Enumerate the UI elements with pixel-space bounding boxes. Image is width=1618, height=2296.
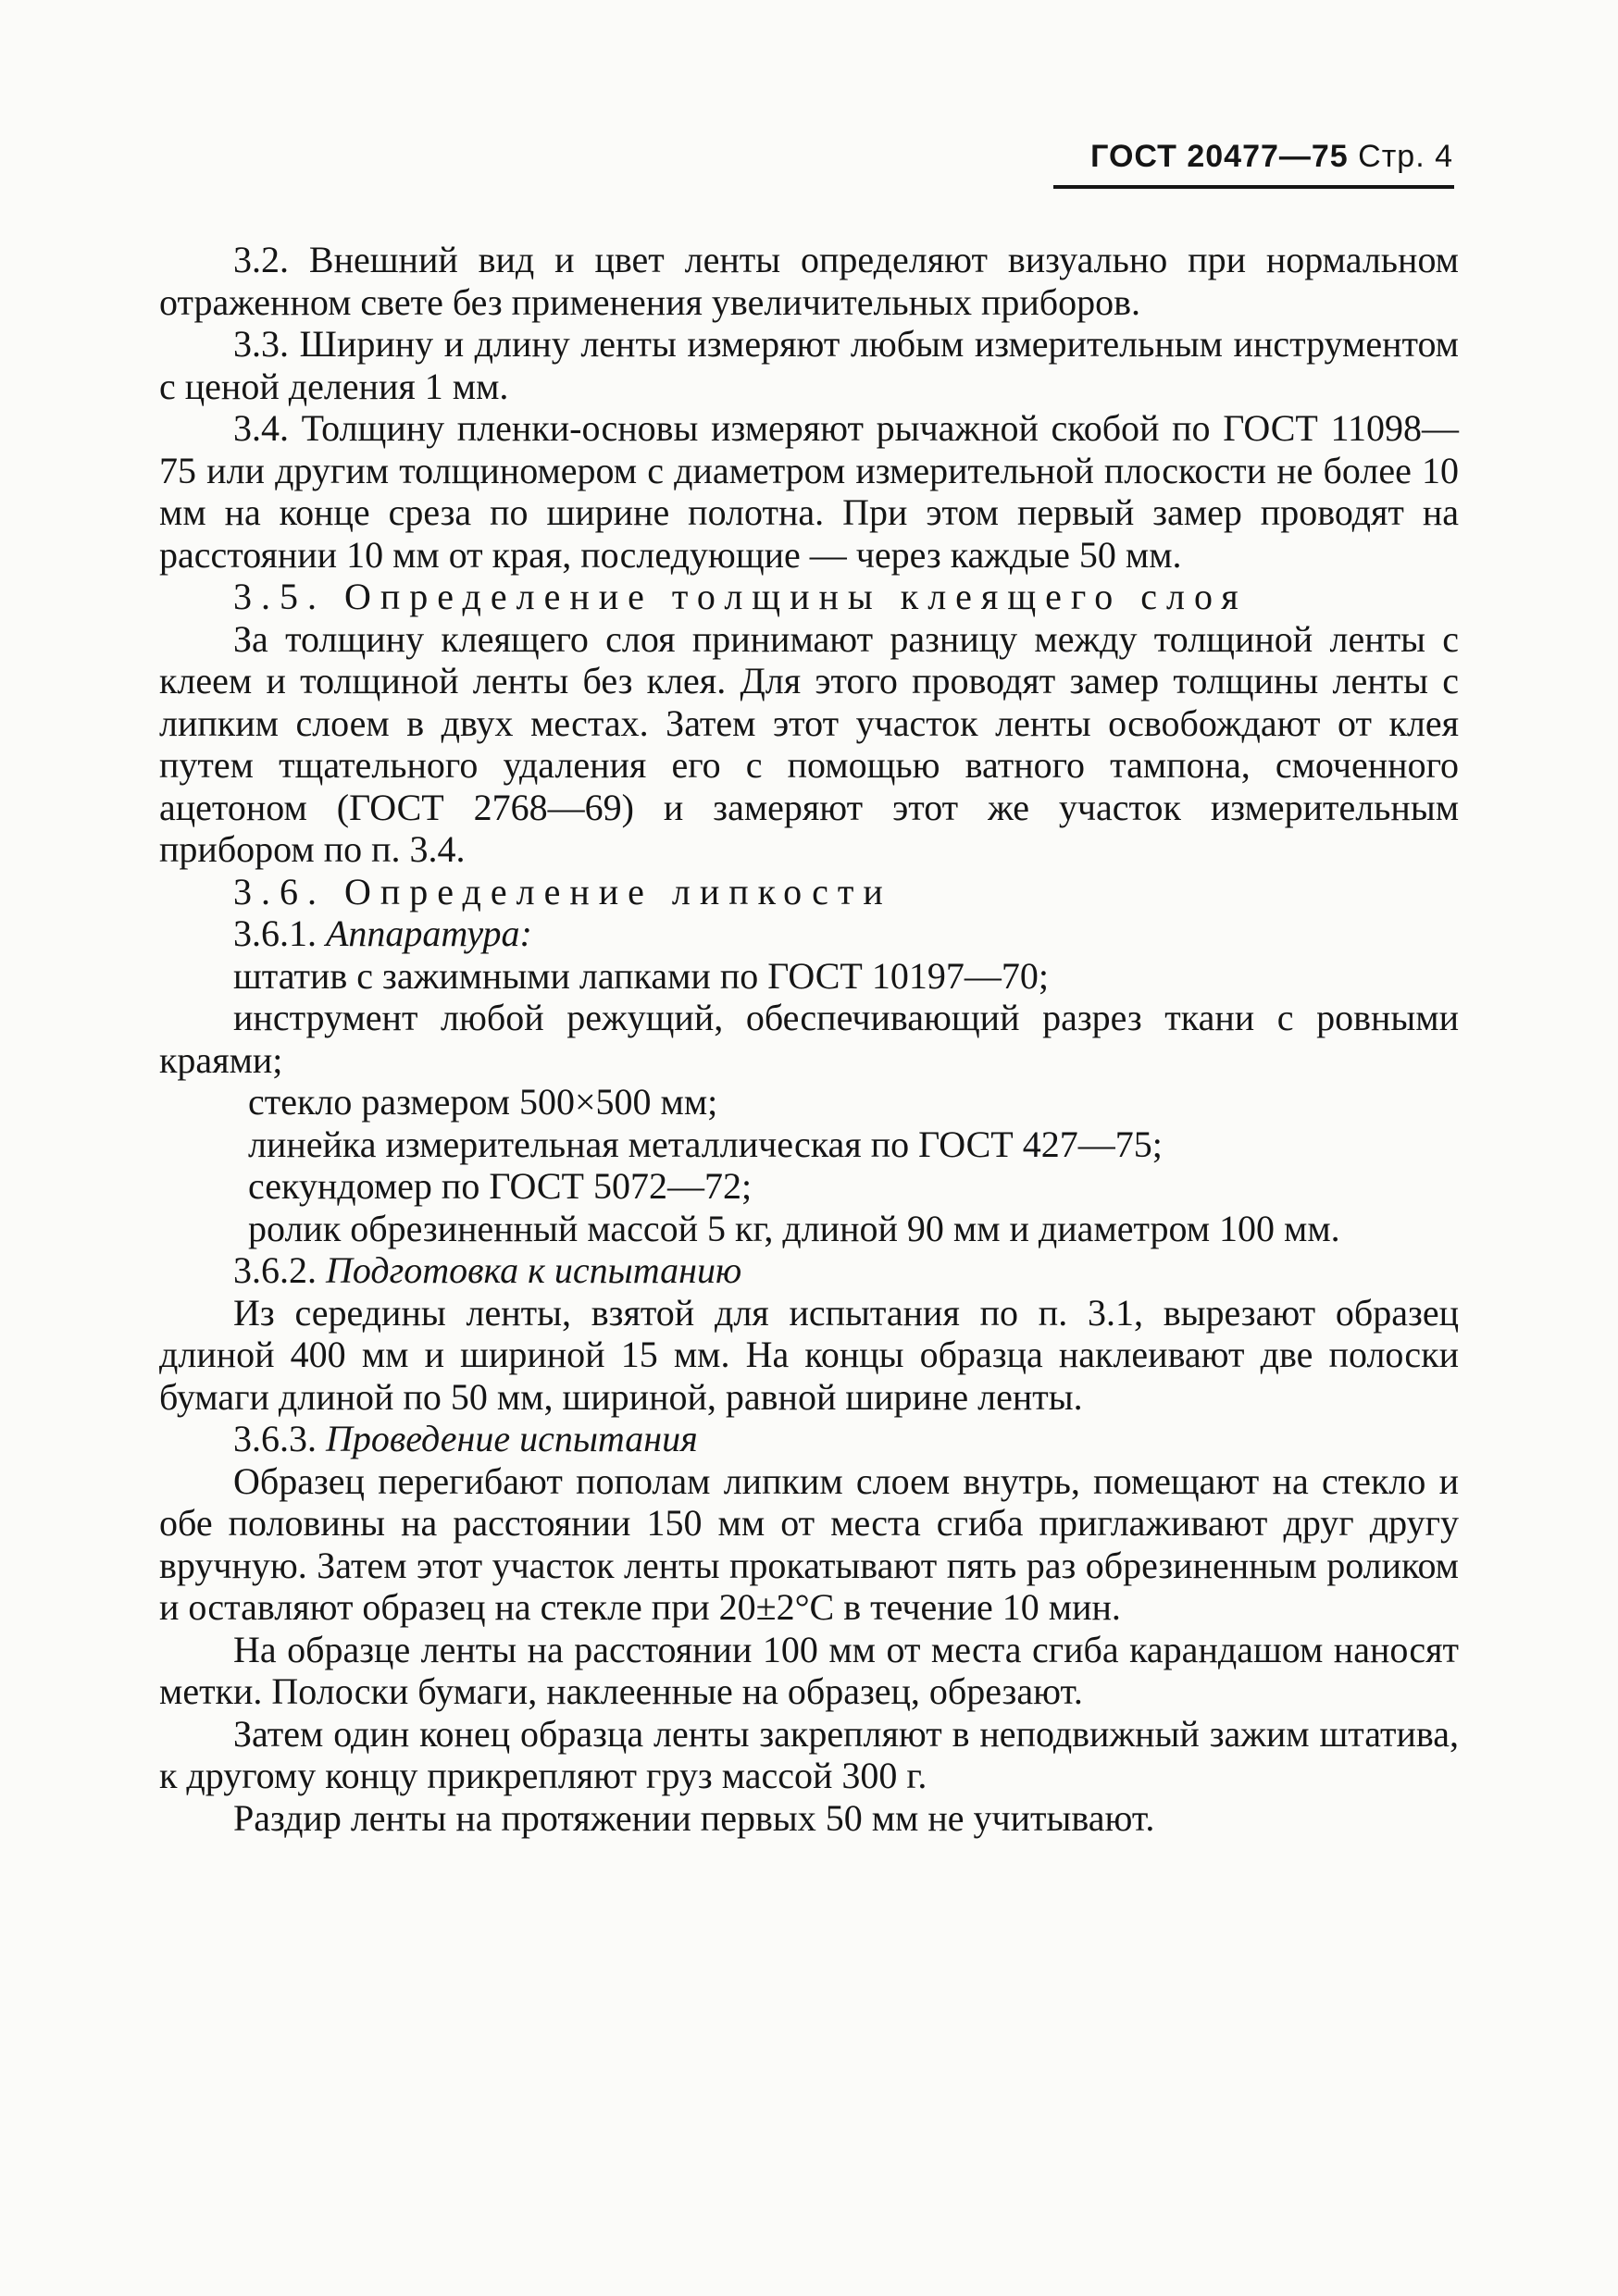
heading-3-6-3-title: Проведение испытания [326, 1418, 698, 1459]
header-page-number: Стр. 4 [1358, 139, 1453, 174]
page-header [1090, 139, 1453, 175]
heading-3-6-3-number: 3.6.3. [233, 1418, 317, 1459]
heading-3-6-2-title: Подготовка к испытанию [326, 1249, 742, 1291]
paragraph-3-6-2: Из середины ленты, взятой для испытания по п. 3.1, вырезают образец длиной 400 мм и шириной 15 мм. На концы образца наклеивают две полоски бумаги длиной по 50 мм, шириной, равной ширине ленты. [159, 1291, 1459, 1418]
paragraph-3-6-3-b: На образце ленты на расстоянии 100 мм от места сгиба карандашом наносят метки. Полоски бумаги, наклеенные на образец, обрезают. [159, 1628, 1459, 1712]
header-doc-number: ГОСТ 20477—75 [1090, 139, 1349, 174]
apparatus-item-3: стекло размером 500×500 мм; [248, 1081, 718, 1123]
apparatus-item-1: штатив с зажимными лапками по ГОСТ 10197—70; [233, 954, 1049, 997]
heading-3-6-2 [159, 1249, 1459, 1292]
heading-3-6-1 [159, 912, 1459, 955]
apparatus-item-6: ролик обрезиненный массой 5 кг, длиной 90 мм и диаметром 100 мм. [248, 1207, 1340, 1249]
heading-3-5: 3.5. Определение толщины клеящего слоя [233, 576, 1248, 617]
paragraph-3-4: 3.4. Толщину пленки-основы измеряют рычажной скобой по ГОСТ 11098—75 или другим толщиномером с диаметром измерительной плоскости не более 10 мм на конце среза по ширине полотна. При этом первый замер проводят на расстоянии 10 мм от края, последующие — через каждые 50 мм. [159, 407, 1459, 576]
apparatus-item-4: линейка измерительная металлическая по ГОСТ 427—75; [248, 1123, 1163, 1165]
header-rule [1053, 185, 1454, 189]
document-body [159, 239, 1459, 1839]
heading-3-6-3 [159, 1418, 1459, 1460]
paragraph-3-6-3-c: Затем один конец образца ленты закрепляют в неподвижный зажим штатива, к другому концу прикрепляют груз массой 300 г. [159, 1712, 1459, 1796]
heading-3-6: 3.6. Определение липкости [233, 870, 892, 912]
paragraph-3-2: 3.2. Внешний вид и цвет ленты определяют визуально при нормальном отраженном свете без применения увеличительных приборов. [159, 239, 1459, 323]
apparatus-item-5: секундомер по ГОСТ 5072—72; [248, 1165, 753, 1207]
apparatus-item-2: инструмент любой режущий, обеспечивающий разрез ткани с ровными краями; [159, 997, 1459, 1081]
paragraph-3-6-3-a: Образец перегибают пополам липким слоем внутрь, помещают на стекло и обе половины на расстоянии 150 мм от места сгиба приглаживают друг другу вручную. Затем этот участок ленты прокатывают пять раз обрезиненным роликом и оставляют образец на стекле при 20±2°С в течение 10 мин. [159, 1459, 1459, 1628]
paragraph-3-5: За толщину клеящего слоя принимают разницу между толщиной ленты с клеем и толщиной ленты без клея. Для этого проводят замер толщины ленты с липким слоем в двух местах. Затем этот участок ленты освобождают от клея путем тщательного удаления его с помощью ватного тампона, смоченного ацетоном (ГОСТ 2768—69) и замеряют этот же участок измерительным прибором по п. 3.4. [159, 617, 1459, 870]
paragraph-3-6-3-d: Раздир ленты на протяжении первых 50 мм не учитывают. [233, 1796, 1155, 1839]
paragraph-3-3: 3.3. Ширину и длину ленты измеряют любым измерительным инструментом с ценой деления 1 мм. [159, 323, 1459, 407]
heading-3-6-2-number: 3.6.2. [233, 1249, 317, 1291]
heading-3-6-1-title: Аппаратура: [326, 912, 532, 954]
heading-3-6-1-number: 3.6.1. [233, 912, 317, 954]
